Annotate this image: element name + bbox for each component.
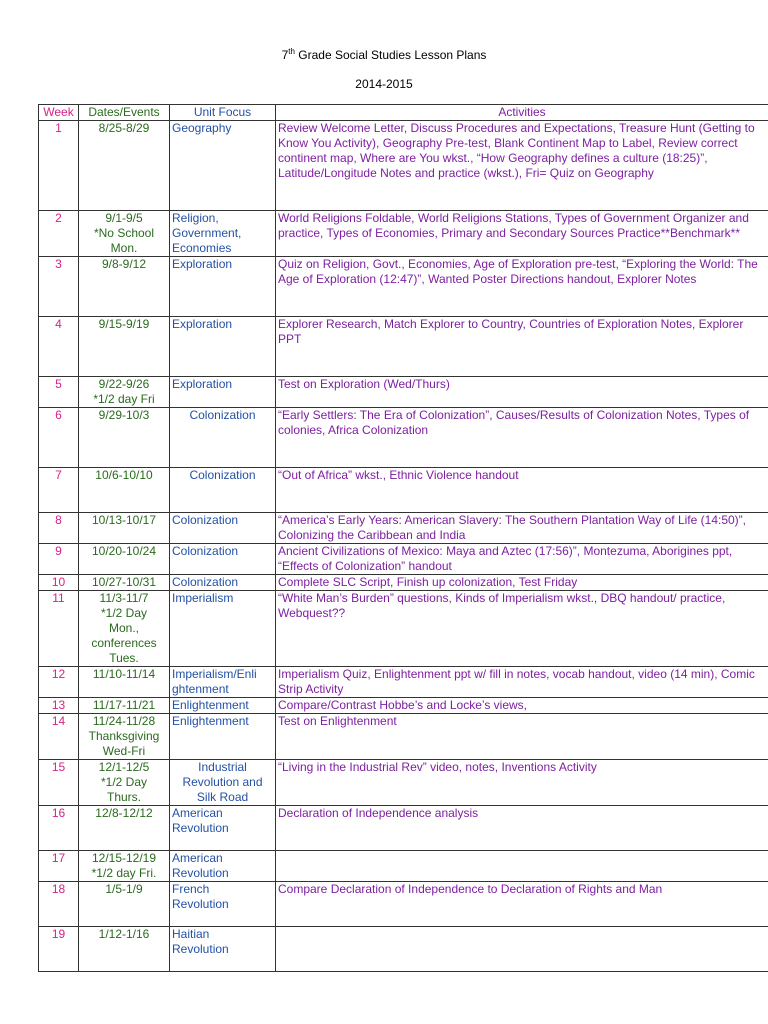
activities-cell: Ancient Civilizations of Mexico: Maya and Aztec (17:56)”, Montezuma, Aborigines ppt, “Effects of Colonization” handout xyxy=(276,544,768,575)
header-week: Week xyxy=(39,105,79,121)
unit-focus-cell: Exploration xyxy=(170,377,276,408)
dates-cell: 9/22-9/26 *1/2 day Fri xyxy=(79,377,170,408)
dates-cell: 12/8-12/12 xyxy=(79,806,170,851)
table-row xyxy=(39,257,768,317)
dates-cell: 11/17-11/21 xyxy=(79,698,170,714)
week-cell: 14 xyxy=(39,714,79,760)
week-cell: 15 xyxy=(39,760,79,806)
dates-cell: 11/24-11/28 Thanksgiving Wed-Fri xyxy=(79,714,170,760)
unit-focus-cell: Exploration xyxy=(170,317,276,377)
dates-cell: 12/1-12/5 *1/2 Day Thurs. xyxy=(79,760,170,806)
activities-cell xyxy=(276,851,768,882)
week-cell: 5 xyxy=(39,377,79,408)
table-row xyxy=(39,806,768,851)
activities-cell: Review Welcome Letter, Discuss Procedures and Expectations, Treasure Hunt (Getting to Know You Activity), Geography Pre-test, Blank Continent Map to Label, Review correct continent map, Where are You wkst., “How Geography defines a culture (18:25)”, Latitude/Longitude Notes and practice (wkst.), Fri= Quiz on Geography xyxy=(276,121,768,211)
unit-focus-cell: Enlightenment xyxy=(170,714,276,760)
table-row xyxy=(39,468,768,513)
dates-cell: 12/15-12/19 *1/2 day Fri. xyxy=(79,851,170,882)
unit-focus-cell: American Revolution xyxy=(170,806,276,851)
unit-focus-cell: Colonization xyxy=(170,544,276,575)
week-cell: 10 xyxy=(39,575,79,591)
unit-focus-cell: Colonization xyxy=(170,408,276,468)
dates-cell: 9/8-9/12 xyxy=(79,257,170,317)
unit-focus-cell: Colonization xyxy=(170,575,276,591)
table-row xyxy=(39,714,768,760)
table-row xyxy=(39,591,768,667)
dates-cell: 9/29-10/3 xyxy=(79,408,170,468)
table-row xyxy=(39,575,768,591)
header-dates: Dates/Events xyxy=(79,105,170,121)
table-row xyxy=(39,667,768,698)
unit-focus-cell: Exploration xyxy=(170,257,276,317)
activities-cell: Explorer Research, Match Explorer to Country, Countries of Exploration Notes, Explorer PPT xyxy=(276,317,768,377)
unit-focus-cell: Haitian Revolution xyxy=(170,927,276,972)
dates-cell: 9/1-9/5 *No School Mon. xyxy=(79,211,170,257)
week-cell: 13 xyxy=(39,698,79,714)
unit-focus-cell: Enlightenment xyxy=(170,698,276,714)
table-row xyxy=(39,927,768,972)
week-cell: 4 xyxy=(39,317,79,377)
unit-focus-cell: French Revolution xyxy=(170,882,276,927)
week-cell: 1 xyxy=(39,121,79,211)
week-cell: 2 xyxy=(39,211,79,257)
table-row xyxy=(39,377,768,408)
week-cell: 19 xyxy=(39,927,79,972)
dates-cell: 9/15-9/19 xyxy=(79,317,170,377)
dates-cell: 8/25-8/29 xyxy=(79,121,170,211)
table-body xyxy=(39,121,768,972)
week-cell: 3 xyxy=(39,257,79,317)
title-grade: 7 xyxy=(281,48,289,62)
unit-focus-cell: Geography xyxy=(170,121,276,211)
dates-cell: 1/5-1/9 xyxy=(79,882,170,927)
activities-cell: Quiz on Religion, Govt., Economies, Age of Exploration pre-test, “Exploring the World: The Age of Exploration (12:47)”, Wanted Poster Directions handout, Explorer Notes xyxy=(276,257,768,317)
dates-cell: 11/3-11/7 *1/2 Day Mon., conferences Tues. xyxy=(79,591,170,667)
table-row xyxy=(39,211,768,257)
table-row xyxy=(39,317,768,377)
table-row xyxy=(39,408,768,468)
week-cell: 11 xyxy=(39,591,79,667)
activities-cell: “White Man’s Burden” questions, Kinds of Imperialism wkst., DBQ handout/ practice, Webquest?? xyxy=(276,591,768,667)
week-cell: 8 xyxy=(39,513,79,544)
activities-cell: Complete SLC Script, Finish up colonization, Test Friday xyxy=(276,575,768,591)
unit-focus-cell: Imperialism/Enli ghtenment xyxy=(170,667,276,698)
week-cell: 16 xyxy=(39,806,79,851)
table-row xyxy=(39,882,768,927)
week-cell: 17 xyxy=(39,851,79,882)
unit-focus-cell: Imperialism xyxy=(170,591,276,667)
week-cell: 12 xyxy=(39,667,79,698)
activities-cell: World Religions Foldable, World Religions Stations, Types of Government Organizer and practice, Types of Economies, Primary and Secondary Sources Practice**Benchmark** xyxy=(276,211,768,257)
unit-focus-cell: Industrial Revolution and Silk Road xyxy=(170,760,276,806)
activities-cell: “Out of Africa” wkst., Ethnic Violence handout xyxy=(276,468,768,513)
activities-cell: Compare Declaration of Independence to Declaration of Rights and Man xyxy=(276,882,768,927)
page-title xyxy=(0,47,768,62)
table-row xyxy=(39,760,768,806)
activities-cell: Test on Enlightenment xyxy=(276,714,768,760)
table-header-row xyxy=(39,105,768,121)
activities-cell: Imperialism Quiz, Enlightenment ppt w/ fill in notes, vocab handout, video (14 min), Comic Strip Activity xyxy=(276,667,768,698)
dates-cell: 11/10-11/14 xyxy=(79,667,170,698)
activities-cell: Test on Exploration (Wed/Thurs) xyxy=(276,377,768,408)
title-text: Grade Social Studies Lesson Plans xyxy=(294,48,487,62)
table-row xyxy=(39,544,768,575)
activities-cell: “Living in the Industrial Rev” video, notes, Inventions Activity xyxy=(276,760,768,806)
table-row xyxy=(39,513,768,544)
table-row xyxy=(39,851,768,882)
table-row xyxy=(39,121,768,211)
dates-cell: 10/20-10/24 xyxy=(79,544,170,575)
table-row xyxy=(39,698,768,714)
unit-focus-cell: Colonization xyxy=(170,513,276,544)
title-superscript: th xyxy=(288,47,295,56)
lesson-plan-table xyxy=(38,104,768,972)
activities-cell: Compare/Contrast Hobbe’s and Locke’s views, xyxy=(276,698,768,714)
activities-cell xyxy=(276,927,768,972)
dates-cell: 10/27-10/31 xyxy=(79,575,170,591)
dates-cell: 10/13-10/17 xyxy=(79,513,170,544)
week-cell: 6 xyxy=(39,408,79,468)
unit-focus-cell: Colonization xyxy=(170,468,276,513)
week-cell: 18 xyxy=(39,882,79,927)
dates-cell: 10/6-10/10 xyxy=(79,468,170,513)
header-activities: Activities xyxy=(276,105,768,121)
dates-cell: 1/12-1/16 xyxy=(79,927,170,972)
unit-focus-cell: Religion, Government, Economies xyxy=(170,211,276,257)
week-cell: 9 xyxy=(39,544,79,575)
unit-focus-cell: American Revolution xyxy=(170,851,276,882)
week-cell: 7 xyxy=(39,468,79,513)
school-year: 2014-2015 xyxy=(355,77,413,91)
activities-cell: “Early Settlers: The Era of Colonization”, Causes/Results of Colonization Notes, Types of colonies, Africa Colonization xyxy=(276,408,768,468)
activities-cell: “America’s Early Years: American Slavery: The Southern Plantation Way of Life (14:50)”, Colonizing the Caribbean and India xyxy=(276,513,768,544)
activities-cell: Declaration of Independence analysis xyxy=(276,806,768,851)
header-unit-focus: Unit Focus xyxy=(170,105,276,121)
